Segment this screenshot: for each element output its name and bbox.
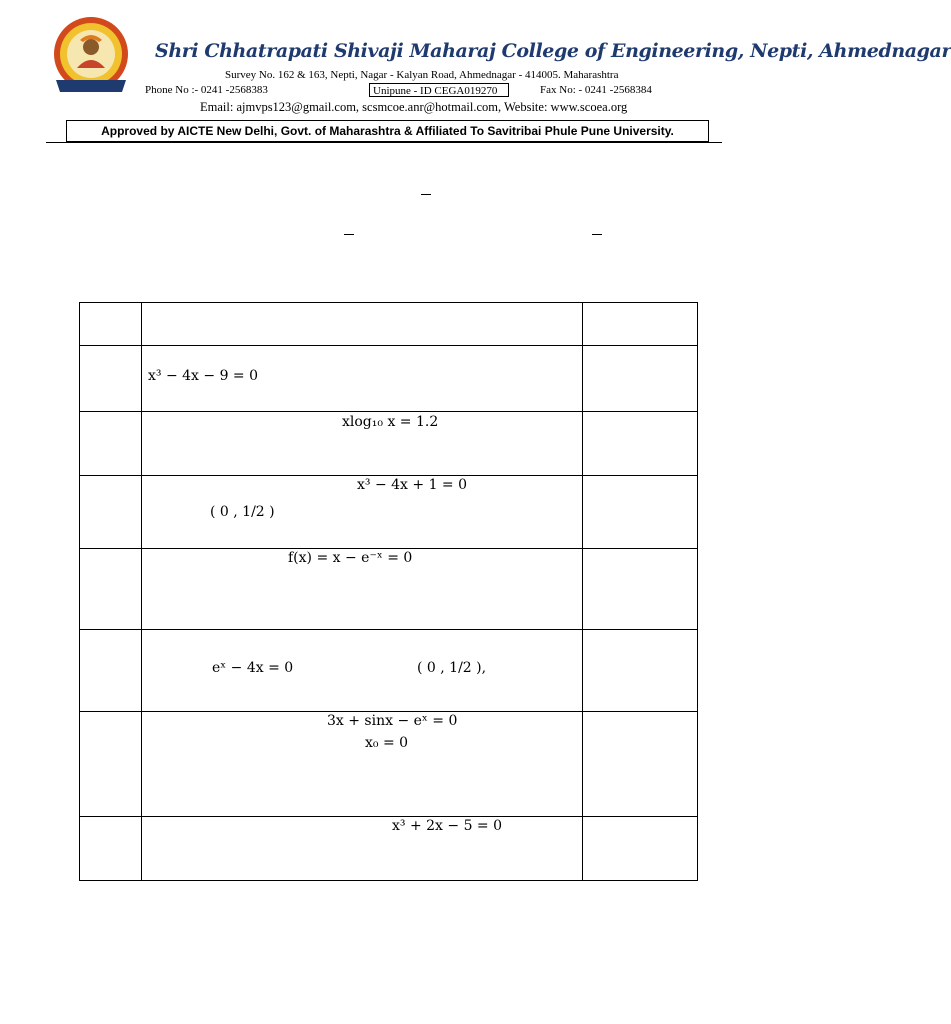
table-cell <box>80 817 142 881</box>
table-cell <box>142 412 583 476</box>
table-cell <box>583 346 698 412</box>
table-row <box>80 630 698 712</box>
table-row <box>80 549 698 630</box>
table-cell <box>142 476 583 549</box>
blank-line <box>344 234 354 235</box>
table-cell <box>80 476 142 549</box>
table-cell <box>80 630 142 712</box>
interval: ( 0 , 1/2 ) <box>210 504 275 520</box>
header-divider <box>46 142 722 143</box>
table-cell <box>80 303 142 346</box>
blank-line <box>421 194 431 195</box>
approval-banner: Approved by AICTE New Delhi, Govt. of Maharashtra & Affiliated To Savitribai Phule Pune University. <box>66 120 709 142</box>
table-cell <box>583 817 698 881</box>
equation: x³ + 2x − 5 = 0 <box>392 818 503 834</box>
table-cell <box>583 303 698 346</box>
phone-number: Phone No :- 0241 -2568383 <box>145 84 268 96</box>
interval: ( 0 , 1/2 ), <box>417 660 487 676</box>
table-cell <box>142 549 583 630</box>
table-cell <box>142 817 583 881</box>
question-table <box>79 302 698 881</box>
college-address: Survey No. 162 & 163, Nepti, Nagar - Kalyan Road, Ahmednagar - 414005. Maharashtra <box>225 69 619 81</box>
table-cell <box>583 630 698 712</box>
table-cell <box>583 549 698 630</box>
table-cell <box>583 412 698 476</box>
equation: x³ − 4x + 1 = 0 <box>357 477 468 493</box>
fax-number: Fax No: - 0241 -2568384 <box>540 84 652 96</box>
table-row <box>80 412 698 476</box>
table-cell <box>142 346 583 412</box>
equation: x³ − 4x − 9 = 0 <box>148 368 259 384</box>
equation: xlog₁₀ x = 1.2 <box>342 414 439 430</box>
table-cell <box>80 712 142 817</box>
table-cell <box>142 712 583 817</box>
table-cell <box>583 476 698 549</box>
table-cell <box>80 412 142 476</box>
table-row <box>80 346 698 412</box>
table-cell <box>142 630 583 712</box>
college-name: Shri Chhatrapati Shivaji Maharaj College of Engineering, Nepti, Ahmednagar <box>155 40 951 62</box>
unipune-id: Unipune - ID CEGA019270 <box>369 83 509 97</box>
table-row <box>80 476 698 549</box>
table-cell <box>80 549 142 630</box>
table-cell <box>583 712 698 817</box>
table-row <box>80 817 698 881</box>
equation: 3x + sinx − eˣ = 0 <box>327 713 458 729</box>
equation: eˣ − 4x = 0 <box>212 660 294 676</box>
blank-line <box>592 234 602 235</box>
equation: f(x) = x − e⁻ˣ = 0 <box>288 550 413 566</box>
table-cell <box>142 303 583 346</box>
email-website-line: Email: ajmvps123@gmail.com, scsmcoe.anr@hotmail.com, Website: www.scoea.org <box>200 100 628 114</box>
initial-guess: x₀ = 0 <box>365 735 409 751</box>
table-header-row <box>80 303 698 346</box>
college-logo <box>50 16 132 98</box>
table-cell <box>80 346 142 412</box>
table-row <box>80 712 698 817</box>
